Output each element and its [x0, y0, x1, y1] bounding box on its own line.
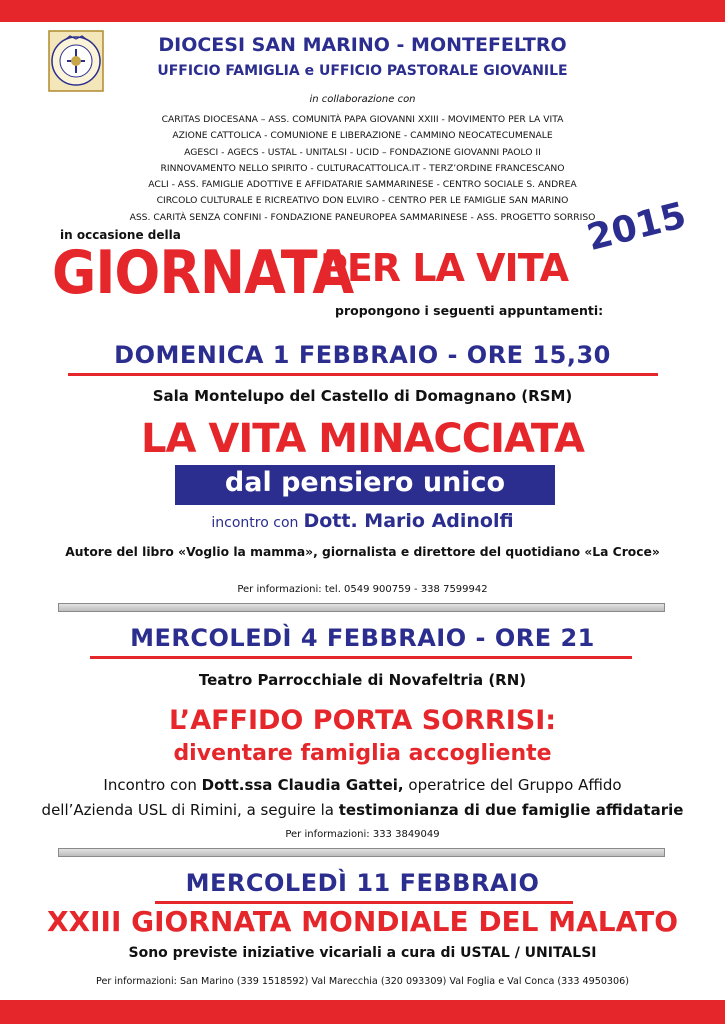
association-line: ACLI - ASS. FAMIGLIE ADOTTIVE E AFFIDATARIE SAMMARINESE - CENTRO SOCIALE S. ANDREA: [148, 179, 577, 191]
event2-speaker: Dott.ssa Claudia Gattei,: [201, 776, 404, 794]
event2-line1-prefix: Incontro con: [103, 776, 202, 794]
event1-info: Per informazioni: tel. 0549 900759 - 338 7599942: [237, 584, 488, 595]
collaboration-label: in collaborazione con: [309, 94, 416, 105]
event1-date: DOMENICA 1 FEBBRAIO - ORE 15,30: [114, 341, 611, 369]
event1-incontro-prefix: incontro con: [211, 515, 299, 531]
event1-title: LA VITA MINACCIATA: [141, 416, 584, 462]
event2-place: Teatro Parrocchiale di Novafeltria (RN): [198, 671, 527, 689]
event1-subtitle: dal pensiero unico: [224, 467, 506, 498]
event2-line1-suffix: operatrice del Gruppo Affido: [403, 776, 622, 794]
giornata-heading: GIORNATA: [52, 238, 354, 308]
event1-speaker-line: [0, 510, 725, 532]
section-separator: [58, 603, 665, 612]
event2-title: L’AFFIDO PORTA SORRISI:: [168, 705, 557, 736]
association-line: CIRCOLO CULTURALE E RICREATIVO DON ELVIRO - CENTRO PER LE FAMIGLIE SAN MARINO: [156, 195, 569, 207]
top-red-bar: [0, 0, 725, 22]
occasion-label: in occasione della: [60, 228, 181, 242]
event2-date: MERCOLEDÌ 4 FEBBRAIO - ORE 21: [130, 624, 595, 652]
event2-subtitle: diventare famiglia accogliente: [173, 741, 552, 766]
event3-description: Sono previste iniziative vicariali a cura di USTAL / UNITALSI: [128, 945, 597, 961]
office-subtitle: UFFICIO FAMIGLIA e UFFICIO PASTORALE GIOVANILE: [157, 63, 568, 79]
propongono-label: propongono i seguenti appuntamenti:: [335, 303, 604, 318]
year-label: 2015: [583, 194, 691, 259]
event3-info: Per informazioni: San Marino (339 1518592) Val Marecchia (320 093309) Val Foglia e Val Conca (333 4950306): [96, 976, 629, 987]
diocese-title: DIOCESI SAN MARINO - MONTEFELTRO: [158, 34, 567, 56]
event3-date: MERCOLEDÌ 11 FEBBRAIO: [185, 869, 540, 897]
event2-info: Per informazioni: 333 3849049: [285, 829, 440, 840]
event3-title: XXIII GIORNATA MONDIALE DEL MALATO: [46, 905, 679, 938]
event2-line2-prefix: dell’Azienda USL di Rimini, a seguire la: [41, 801, 339, 819]
association-line: RINNOVAMENTO NELLO SPIRITO - CULTURACATTOLICA.IT - TERZ’ORDINE FRANCESCANO: [160, 162, 565, 174]
association-line: AGESCI - AGECS - USTAL - UNITALSI - UCID – FONDAZIONE GIOVANNI PAOLO II: [184, 146, 541, 158]
event2-date-underline: [90, 656, 632, 659]
event2-description-line: [0, 801, 725, 819]
per-la-vita-heading: PER LA VITA: [320, 246, 569, 290]
bottom-red-bar: [0, 1000, 725, 1024]
event1-speaker: Dott. Mario Adinolfi: [303, 510, 514, 532]
event3-date-underline: [155, 901, 573, 904]
section-separator: [58, 848, 665, 857]
event2-line2-bold: testimonianza di due famiglie affidatarie: [338, 801, 684, 819]
association-line: AZIONE CATTOLICA - COMUNIONE E LIBERAZIONE - CAMMINO NEOCATECUMENALE: [172, 130, 553, 142]
associations-list: [0, 112, 725, 226]
event1-description: Autore del libro «Voglio la mamma», giornalista e direttore del quotidiano «La Croce»: [65, 545, 660, 559]
event2-speaker-line: [0, 776, 725, 794]
association-line: CARITAS DIOCESANA – ASS. COMUNITÀ PAPA GIOVANNI XXIII - MOVIMENTO PER LA VITA: [161, 114, 564, 125]
event1-date-underline: [68, 373, 658, 376]
event1-place: Sala Montelupo del Castello di Domagnano (RSM): [152, 387, 573, 405]
association-line: ASS. CARITÀ SENZA CONFINI - FONDAZIONE PANEUROPEA SAMMARINESE - ASS. PROGETTO SORRISO: [129, 211, 596, 223]
